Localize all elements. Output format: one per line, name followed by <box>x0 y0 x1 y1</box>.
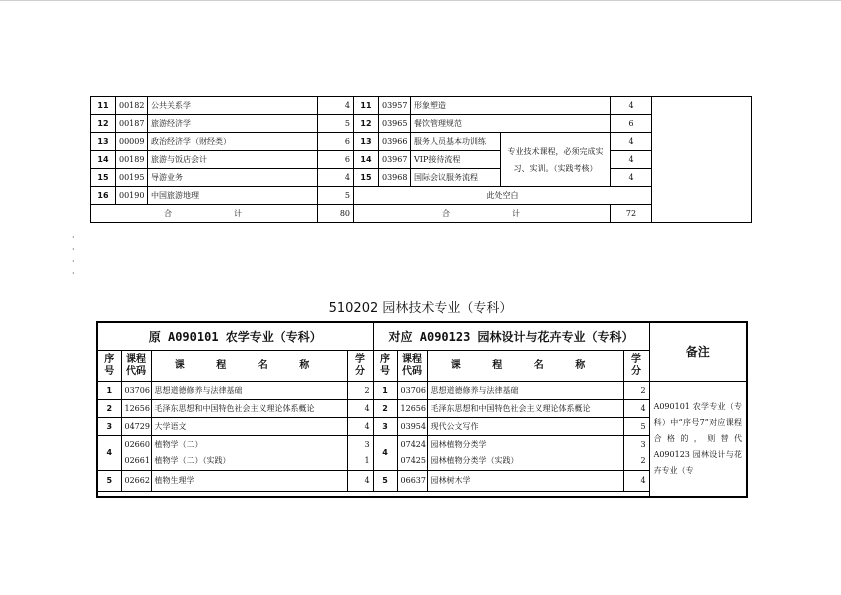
total-label-left <box>91 205 318 223</box>
course-code: 00009 <box>116 133 148 151</box>
course-credit: 4 <box>347 471 373 492</box>
col-header-name-text: 课 程 名 称 <box>174 360 324 371</box>
col-header-code: 课程代码 <box>397 351 427 382</box>
row-number: 2 <box>373 400 397 418</box>
row-number: 2 <box>97 400 121 418</box>
course-credit: 4 <box>318 97 354 115</box>
course-name <box>151 436 347 471</box>
practice-note: 专业技术课程，必须完成实习、实训。（实践考核） <box>501 133 611 187</box>
course-code: 03954 <box>397 418 427 436</box>
course-name: 现代公文写作 <box>427 418 623 436</box>
table-row <box>97 382 747 400</box>
total-label-he: 合 <box>442 208 452 218</box>
course-credit: 6 <box>318 133 354 151</box>
course-name: 毛泽东思想和中国特色社会主义理论体系概论 <box>427 400 623 418</box>
row-number: 12 <box>91 115 116 133</box>
course-code-b: 02661 <box>124 456 150 465</box>
course-name-a: 植物学（二） <box>154 440 203 449</box>
row-number: 11 <box>354 97 379 115</box>
page-top-border <box>0 0 841 1</box>
course-name: VIP接待流程 <box>411 151 501 169</box>
row-number: 5 <box>373 471 397 492</box>
course-name: 植物生理学 <box>151 471 347 492</box>
total-label-ji: 计 <box>234 208 244 218</box>
course-name: 大学语文 <box>151 418 347 436</box>
course-credit: 4 <box>347 400 373 418</box>
remark-cell <box>652 97 752 223</box>
col-header-name-text: 课 程 名 称 <box>450 360 600 371</box>
total-credit-right: 72 <box>611 205 652 223</box>
course-credit: 4 <box>623 471 649 492</box>
remark-text: A090101 农学专业（专科）中“序号7”对应课程合格的，则替代A090123 园林设计与花卉专业（专 <box>649 382 747 498</box>
course-code: 03706 <box>121 382 151 400</box>
row-number: 15 <box>91 169 116 187</box>
bullet-marks <box>72 232 75 280</box>
target-major-title: 对应 A090123 园林设计与花卉专业（专科） <box>373 322 649 351</box>
course-credit: 2 <box>623 382 649 400</box>
blank-note: 此处空白 <box>354 187 652 205</box>
course-name <box>427 436 623 471</box>
course-name: 旅游经济学 <box>148 115 318 133</box>
course-credit-b: 1 <box>364 456 370 465</box>
course-code: 03966 <box>379 133 411 151</box>
col-header-no: 序号 <box>373 351 397 382</box>
course-code: 12656 <box>397 400 427 418</box>
course-code: 06637 <box>397 471 427 492</box>
course-code: 03965 <box>379 115 411 133</box>
row-number: 1 <box>97 382 121 400</box>
total-credit-left: 80 <box>318 205 354 223</box>
course-credit: 5 <box>623 418 649 436</box>
course-credit: 4 <box>623 400 649 418</box>
remark-header: 备注 <box>649 322 747 382</box>
course-name: 服务人员基本功训练 <box>411 133 501 151</box>
course-credit: 4 <box>611 169 652 187</box>
col-header-name <box>151 351 347 382</box>
course-name-a: 园林植物分类学 <box>430 440 487 449</box>
course-code-a: 07424 <box>400 440 426 449</box>
course-code: 02662 <box>121 471 151 492</box>
row-number: 13 <box>91 133 116 151</box>
total-label-right <box>354 205 611 223</box>
course-code: 00189 <box>116 151 148 169</box>
course-name: 政治经济学（财经类） <box>148 133 318 151</box>
course-name: 国际会议服务流程 <box>411 169 501 187</box>
course-mapping-table <box>96 321 748 498</box>
course-name: 形象塑造 <box>411 97 611 115</box>
course-code <box>121 436 151 471</box>
row-number: 15 <box>354 169 379 187</box>
total-label-ji: 计 <box>512 208 522 218</box>
course-code: 03957 <box>379 97 411 115</box>
bullet: · <box>72 257 75 266</box>
row-number: 1 <box>373 382 397 400</box>
course-name: 思想道德修养与法律基础 <box>427 382 623 400</box>
row-number: 4 <box>373 436 397 471</box>
course-code: 04729 <box>121 418 151 436</box>
course-credit: 4 <box>611 97 652 115</box>
course-credit: 6 <box>318 151 354 169</box>
course-name: 思想道德修养与法律基础 <box>151 382 347 400</box>
course-code: 00195 <box>116 169 148 187</box>
course-credit: 4 <box>611 133 652 151</box>
course-credit: 4 <box>318 169 354 187</box>
course-table-top <box>90 96 752 223</box>
course-credit <box>623 436 649 471</box>
row-number: 14 <box>354 151 379 169</box>
course-credit: 2 <box>347 382 373 400</box>
col-header-credit: 学分 <box>623 351 649 382</box>
row-number: 3 <box>373 418 397 436</box>
course-name-b: 植物学（二）（实践） <box>154 456 231 465</box>
course-code <box>397 436 427 471</box>
row-number: 11 <box>91 97 116 115</box>
row-number: 12 <box>354 115 379 133</box>
course-name: 餐饮管理规范 <box>411 115 611 133</box>
course-credit: 4 <box>611 151 652 169</box>
course-code: 00190 <box>116 187 148 205</box>
bullet: · <box>72 245 75 254</box>
course-code: 12656 <box>121 400 151 418</box>
table-spacer <box>97 492 649 498</box>
col-header-name <box>427 351 623 382</box>
course-credit-a: 3 <box>640 440 646 449</box>
row-number: 3 <box>97 418 121 436</box>
col-header-credit: 学分 <box>347 351 373 382</box>
course-name: 导游业务 <box>148 169 318 187</box>
course-code-b: 07425 <box>400 456 426 465</box>
col-header-code: 课程代码 <box>121 351 151 382</box>
row-number: 5 <box>97 471 121 492</box>
course-credit: 5 <box>318 115 354 133</box>
col-header-no: 序号 <box>97 351 121 382</box>
course-credit: 6 <box>611 115 652 133</box>
course-credit: 5 <box>318 187 354 205</box>
course-name: 毛泽东思想和中国特色社会主义理论体系概论 <box>151 400 347 418</box>
course-credit-a: 3 <box>364 440 370 449</box>
row-number: 16 <box>91 187 116 205</box>
original-major-title: 原 A090101 农学专业（专科） <box>97 322 373 351</box>
course-name: 园林树木学 <box>427 471 623 492</box>
course-code: 03706 <box>397 382 427 400</box>
table-row <box>91 97 752 115</box>
course-name: 旅游与饭店会计 <box>148 151 318 169</box>
course-code: 00187 <box>116 115 148 133</box>
total-label-he: 合 <box>164 208 174 218</box>
course-code: 03968 <box>379 169 411 187</box>
row-number: 13 <box>354 133 379 151</box>
course-credit-b: 2 <box>640 456 646 465</box>
row-number: 14 <box>91 151 116 169</box>
title-row <box>97 322 747 351</box>
course-name-b: 园林植物分类学（实践） <box>430 456 519 465</box>
bullet: · <box>72 233 75 242</box>
course-credit: 4 <box>347 418 373 436</box>
bullet: · <box>72 269 75 278</box>
course-code: 00182 <box>116 97 148 115</box>
section-heading: 510202 园林技术专业（专科） <box>328 301 513 316</box>
course-code-a: 02660 <box>124 440 150 449</box>
course-code: 03967 <box>379 151 411 169</box>
course-credit <box>347 436 373 471</box>
row-number: 4 <box>97 436 121 471</box>
course-name: 中国旅游地理 <box>148 187 318 205</box>
course-name: 公共关系学 <box>148 97 318 115</box>
